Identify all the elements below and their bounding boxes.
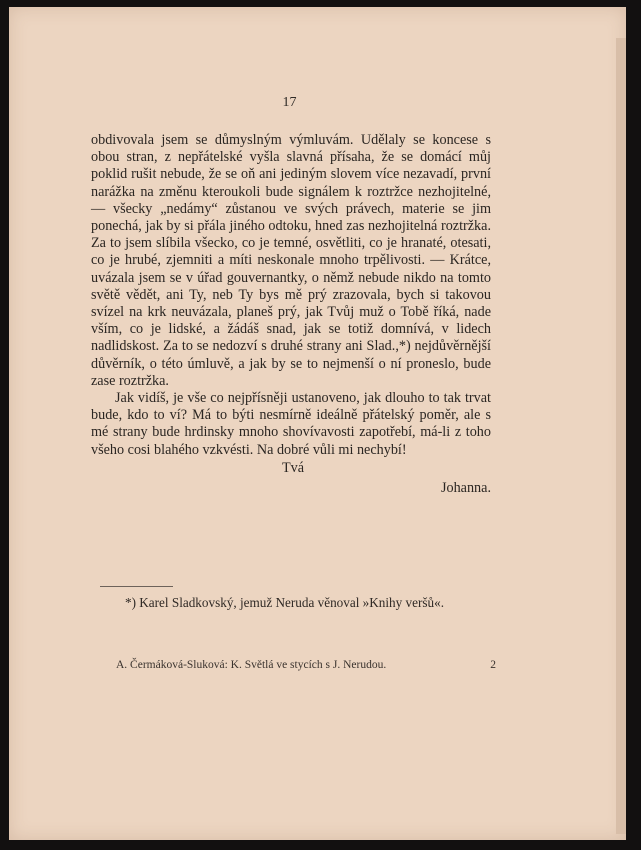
page-edge bbox=[616, 38, 626, 834]
letter-body bbox=[91, 132, 491, 502]
closing-signature: Johanna. bbox=[440, 479, 491, 496]
imprint-line bbox=[116, 659, 496, 671]
imprint-title: A. Čermáková-Sluková: K. Světlá ve stycích s J. Nerudou. bbox=[116, 659, 387, 671]
paragraph-2: Jak vidíš, je vše co nejpřísněji ustanoveno, jak dlouho to tak trvat bude, kdo to ví? Má to býti nesmírně ideálně přátelský poměr, ale s mé strany bude hrdinsky mnoho shovívavosti zapotřebí, má-li z toho všeho cosi blahého vzkvésti. Na dobré vůli mi nechybí! bbox=[91, 390, 491, 458]
footnote-divider bbox=[100, 586, 173, 587]
page-number: 17 bbox=[282, 95, 297, 110]
letter-closing bbox=[91, 460, 491, 502]
paragraph-1: obdivovala jsem se důmyslným výmluvám. Udělaly se koncese s obou stran, z nepřátelské vyšla slavná přísaha, že se domácí můj poklid rušit nebude, že se oň ani jediným slovem více nezavadí, první narážka na změnu kteroukoli bude signálem k roztržce nezhojitelné, — všecky „nedámy“ zůstanou ve svých právech, materie se jim ponechá, jak by si přála jiného odtoku, hned zas nezhojitelná roztržka. Za to jsem slíbila všecko, co je temné, osvětliti, co je hranaté, otesati, co je hrubé, zjemniti a míti neskonale mnoho trpělivosti. — Krátce, uvázala jsem se v úřad gouvernantky, o němž nebude nikdo na tomto světě vědět, ani Ty, neb Ty bys mě prý zrazovala, bych si takovou svízel na krk neuvázala, planeš prý, jak Tvůj muž o Tobě říká, nade vším, co je lidské, a žádáš snad, jak se totiž domnívá, v lidech nadlidskost. Za to se nedozví s druhé strany ani Slad.,*) nejdůvěrnější důvěrník, o této úmluvě, a jak by se to nejmenší o ní proneslo, bude zase roztržka. bbox=[91, 132, 491, 389]
sheet-signature: 2 bbox=[490, 659, 496, 671]
closing-salutation: Tvá bbox=[282, 459, 305, 476]
book-page bbox=[9, 7, 626, 840]
footnote: *) Karel Sladkovský, jemuž Neruda věnoval »Knihy veršů«. bbox=[125, 595, 444, 610]
